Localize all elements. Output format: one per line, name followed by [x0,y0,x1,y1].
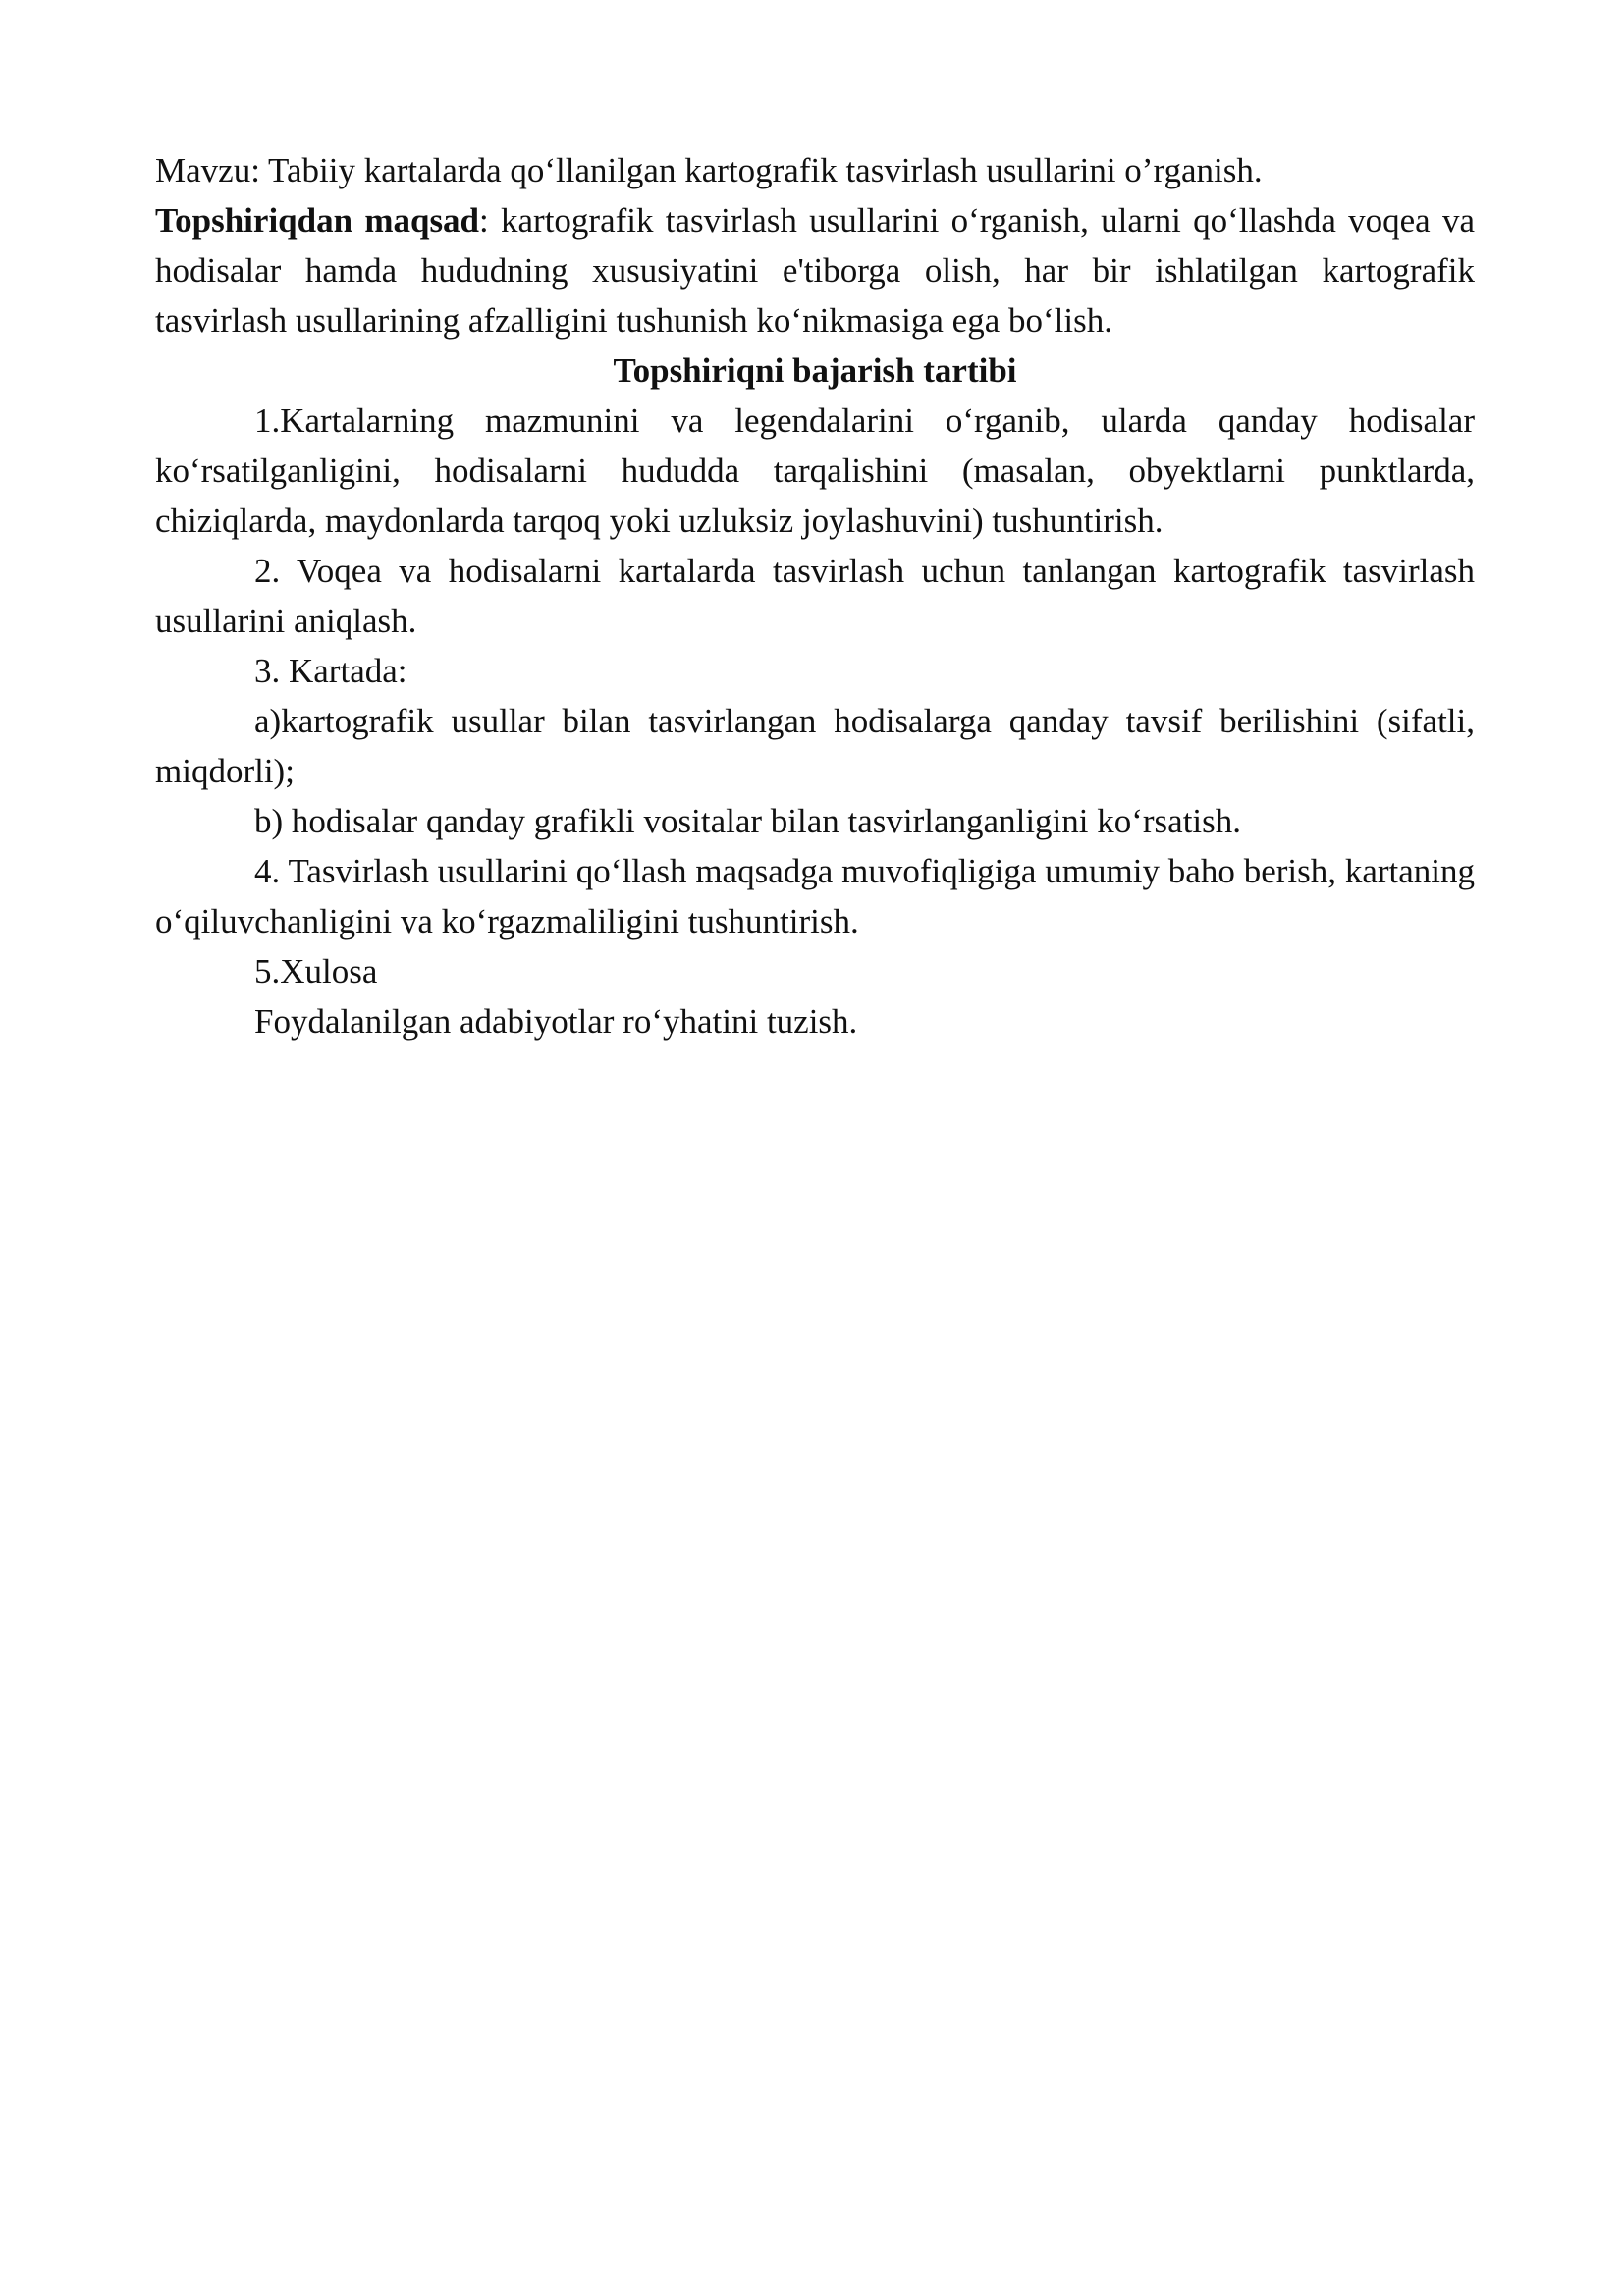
step-5: 5.Xulosa [254,952,378,990]
section-heading: Topshiriqni bajarish tartibi [613,351,1017,390]
goal-label: Topshiriqdan maqsad [155,201,480,240]
step-3: 3. Kartada: [254,652,407,690]
step-4: 4. Tasvirlash usullarini qo‘llash maqsadga muvofiqligiga umumiy baho berish, kartaning o‘qiluvchanligini va ko‘rgazmaliligini tushuntirish. [155,852,1475,940]
step-3b: b) hodisalar qanday grafikli vositalar bilan tasvirlanganligini ko‘rsatish. [254,802,1242,840]
topic-line: Mavzu: Tabiiy kartalarda qo‘llanilgan kartografik tasvirlash usullarini o’rganish. [155,151,1263,189]
step-1: 1.Kartalarning mazmunini va legendalarini o‘rganib, ularda qanday hodisalar ko‘rsatilganligini, hodisalarni hududda tarqalishini (masalan, obyektlarni punktlarda, chiziqlarda, maydonlarda tarqoq yoki uzluksiz joylashuvini) tushuntirish. [155,401,1475,540]
references-line: Foydalanilgan adabiyotlar ro‘yhatini tuzish. [254,1002,858,1041]
step-2: 2. Voqea va hodisalarni kartalarda tasvirlash uchun tanlangan kartografik tasvirlash usullarini aniqlash. [155,552,1475,640]
goal-paragraph [155,195,1475,346]
goal-text: : kartografik tasvirlash usullarini o‘rganish, ularni qo‘llashda voqea va hodisalar hamda hududning xususiyatini e'tiborga olish, har bir ishlatilgan kartografik tasvirlash usullarining afzalligini tushunish ko‘nikmasiga ega bo‘lish. [155,201,1475,340]
step-3a: a)kartografik usullar bilan tasvirlangan hodisalarga qanday tavsif berilishini (sifatli, miqdorli); [155,702,1475,790]
document-page [155,145,1475,1046]
